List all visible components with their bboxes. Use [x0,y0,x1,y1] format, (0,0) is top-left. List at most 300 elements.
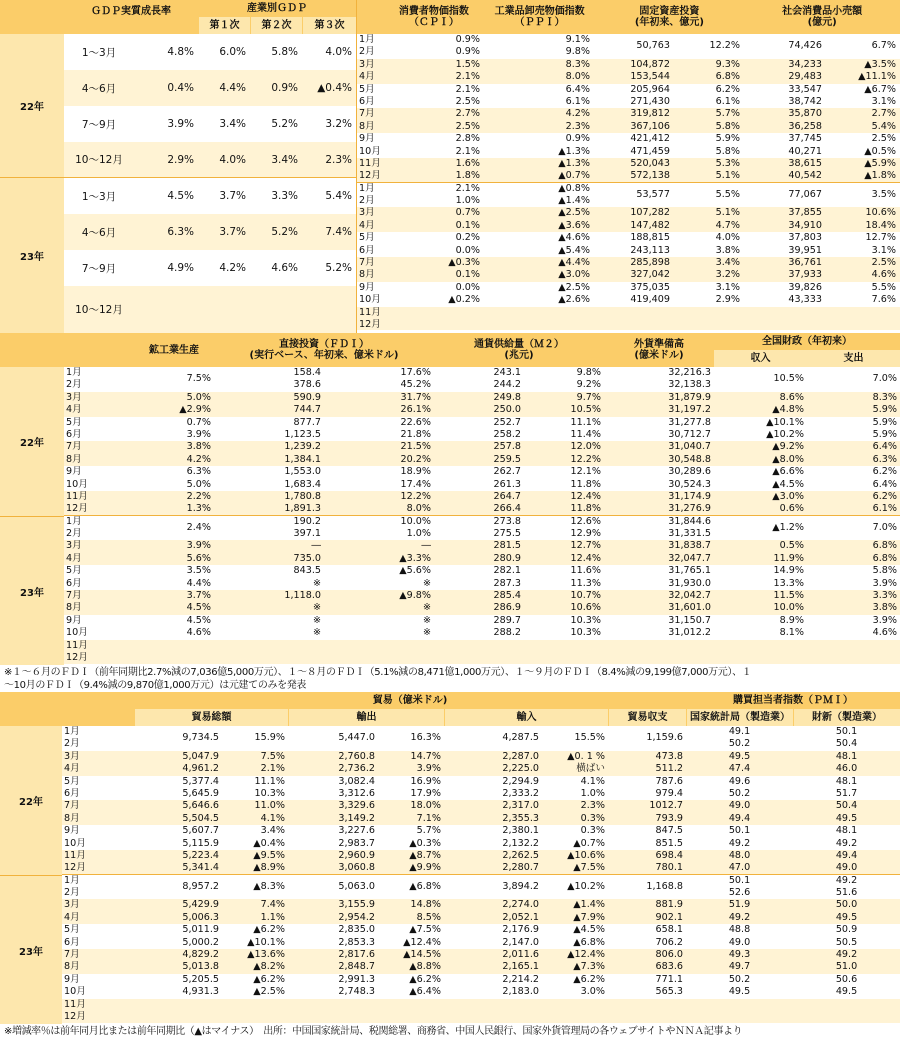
month-value: 2,835.0 [338,924,375,936]
month-value: 5,377.4 [182,775,219,787]
m2-header [434,333,604,367]
month-value: ▲6.2% [253,973,285,985]
month-value: 10.3% [570,627,601,639]
month-row [62,838,900,850]
month-value: 49.5 [835,986,858,998]
month-label: 2月 [359,195,375,207]
month-value: 11.5% [773,590,804,602]
month-value: 2.1% [455,145,480,157]
quarter-value: 5.2% [325,262,352,274]
month-value: 31,277.8 [668,416,711,428]
month-label: 3月 [359,58,375,70]
month-value: 1.1% [260,911,285,923]
month-value: 15.9% [254,732,285,744]
month-value: 34,910 [788,219,822,231]
month-value: 10.6% [570,602,601,614]
month-value [673,319,743,330]
month-value: 0.1% [455,269,480,281]
section-trade-pmi [0,692,900,1038]
month-value: 8.5% [416,911,441,923]
month-value: 261.3 [493,478,521,490]
month-label: 4月 [359,71,375,83]
month-label: 8月 [66,453,82,465]
year-column [0,726,62,1024]
month-value: 771.1 [655,973,683,985]
month-label: 2月 [64,887,80,899]
month-value: 2,748.3 [338,986,375,998]
cpi-header-line: 消費者物価指数 [398,6,469,17]
month-value: ▲3.6% [558,219,590,231]
month-label: 6月 [359,95,375,107]
month-value: 1.5% [455,58,480,70]
month-value [686,1011,793,1023]
month-value: ▲5.6% [399,565,431,577]
month-value: 2,147.0 [502,936,539,948]
month-value: 6.4% [565,83,590,95]
month-value: 4.2% [186,453,211,465]
month-label: 10月 [359,294,381,306]
month-value: 12.7% [570,540,601,552]
industry-sub-1: 第１次 [198,17,250,34]
month-label: 6月 [64,936,80,948]
month-value: 1.0% [455,195,480,207]
month-row [64,640,900,652]
month-value: 9.8% [576,367,601,378]
cpi-header-line: （ＣＰＩ） [408,17,459,28]
month-value: 48.0 [728,849,751,861]
month-value: 4.0% [715,232,740,244]
month-value: 2,132.2 [502,837,539,849]
month-value: 38,615 [788,157,822,169]
quarter-label: 1～3月 [81,190,117,203]
month-value: ▲6.2% [409,973,441,985]
month-value: 3,155.9 [338,899,375,911]
section-gdp-prices [0,0,900,333]
month-value: 48.1 [835,750,858,762]
month-value: ▲1.4% [573,899,605,911]
month-value: 32,047.7 [668,552,711,564]
month-value: 0.9% [455,34,480,45]
month-value: 9.1% [565,34,590,45]
month-value: 5.4% [871,120,896,132]
month-value: 793.9 [655,812,683,824]
month-value: 48.1 [835,775,858,787]
month-value: 36,761 [788,257,822,269]
month-value: 1.0% [580,787,605,799]
month-value: 9.3% [715,58,740,70]
month-value: 5.6% [186,552,211,564]
month-value: 40,271 [788,145,822,157]
month-value: 6.7% [871,40,896,52]
month-value: 5.8% [872,565,897,577]
month-value: 0.1% [455,219,480,231]
month-value: 52.6 [728,887,751,899]
month-label: 2月 [64,738,80,750]
month-value: ▲0.7% [573,837,605,849]
month-value: 21.8% [400,428,431,440]
month-label: 8月 [64,812,80,824]
month-value: 8.1% [779,627,804,639]
month-value: 30,289.6 [668,466,711,478]
month-value: 6.2% [715,83,740,95]
month-value: 50.2 [728,738,751,750]
month-value: 39,951 [788,244,822,256]
month-value: 32,042.7 [668,590,711,602]
month-row [64,454,900,466]
month-label: 9月 [64,825,80,837]
month-value: 12.4% [570,490,601,502]
month-value [483,319,593,330]
month-value: 5,000.2 [182,936,219,948]
month-value: 421,412 [630,133,670,145]
month-value: ― [311,540,321,552]
month-value: 12.2% [400,490,431,502]
month-value: 3.9% [186,428,211,440]
month-value: ※ [422,614,431,626]
month-row [62,999,900,1011]
month-value: ※ [312,577,321,589]
month-value: 31,174.9 [668,490,711,502]
month-value: 7.0% [872,522,897,534]
month-label: 3月 [64,899,80,911]
month-value: 43,333 [788,294,822,306]
month-value: ▲7.5% [573,862,605,874]
month-value: 5,504.5 [182,812,219,824]
month-value: 2,176.9 [502,924,539,936]
month-value: 1.6% [455,157,480,169]
month-row [62,924,900,936]
month-label: 11月 [64,998,86,1010]
month-value: 2.8% [455,133,480,145]
month-value: 3.5% [871,189,896,201]
month-value [686,999,793,1011]
month-value: 3,082.4 [338,775,375,787]
quarter-value: 2.3% [325,153,352,166]
month-row [64,373,900,391]
month-value: 51.9 [728,899,751,911]
month-value: 4.6% [871,269,896,281]
month-value: 6.3% [186,466,211,478]
month-value: 49.0 [728,800,751,812]
month-value: 2.1% [455,182,480,194]
month-value: 9.2% [576,379,601,391]
month-value: ▲10.1% [766,416,804,428]
month-value: ▲8.9% [253,862,285,874]
month-value: 158.4 [293,367,321,378]
quarter-value: 3.2% [325,118,352,130]
month-row [64,466,900,478]
quarter-row [64,178,356,214]
month-value: ▲8.0% [772,453,804,465]
month-value: ▲5.4% [558,244,590,256]
month-label: 7月 [359,257,375,269]
month-label: 11月 [359,306,381,318]
month-value: 49.6 [728,775,751,787]
month-label: 5月 [66,416,82,428]
month-value: 4.6% [872,627,897,639]
month-value: 49.2 [728,837,751,849]
month-value: 257.8 [493,441,521,453]
month-value: 2.5% [871,133,896,145]
industry-sub-2: 第２次 [250,17,302,34]
month-value: 12.7% [865,232,896,244]
quarter-value: 3.9% [167,118,194,130]
month-value [542,999,608,1011]
month-label: 5月 [359,83,375,95]
month-value: ▲9.5% [253,849,285,861]
industrial-production-header-line: 鉱工業生産 [149,344,199,356]
month-value: 3.8% [872,602,897,614]
month-value: 2,333.2 [502,787,539,799]
month-value: 2,355.3 [502,812,539,824]
month-value: 11.8% [570,478,601,490]
month-value: 10.5% [773,373,804,385]
month-value: 17.6% [400,367,431,378]
month-value: ▲8.2% [253,961,285,973]
month-value: 8.9% [779,614,804,626]
month-value: 74,426 [788,40,822,52]
month-value: ▲2.6% [558,294,590,306]
month-value: 10.7% [570,590,601,602]
month-value: ▲9.2% [772,441,804,453]
quarter-value: 5.2% [271,226,298,238]
month-value: 37,933 [788,269,822,281]
month-value: ▲0.3% [409,837,441,849]
month-label: 7月 [66,441,82,453]
month-value: ※ [422,602,431,614]
month-row [64,578,900,590]
month-value: 3,060.8 [338,862,375,874]
month-value: 1.8% [455,170,480,182]
month-value: 40,542 [788,170,822,182]
month-value: 877.7 [293,416,321,428]
month-value [542,1011,608,1023]
source-footnote: ※増減率％は前年同月比または前年同期比（▲はマイナス） 出所：中国国家統計局、税関総署、商務省、中国人民銀行、国家外貨管理局の各ウェブサイトやＮＮＡ記事より [4,1026,743,1037]
month-row [357,71,900,83]
month-value: 0.2% [455,232,480,244]
pmi-title: 購買担当者指数（ＰＭＩ） [733,695,853,706]
month-value: ▲9.9% [409,862,441,874]
month-value: 2,380.1 [502,825,539,837]
month-value: 31,601.0 [668,602,711,614]
fiscal-sub-row [714,350,900,367]
month-value: 843.5 [293,565,321,577]
month-value: 287.3 [493,577,521,589]
month-value [434,640,524,652]
month-value: ▲1.8% [864,170,896,182]
month-value [743,307,825,319]
month-row [62,776,900,788]
month-value: 7.5% [186,373,211,385]
month-value: 1,384.1 [284,453,321,465]
month-label: 1月 [66,367,82,378]
month-value: 35,870 [788,108,822,120]
month-label: 9月 [64,973,80,985]
month-value [483,307,593,319]
quarter-row [64,34,356,70]
year-label: 23年 [20,587,44,599]
month-value: 10.0% [400,515,431,527]
month-row [357,307,900,319]
month-value: 0.7% [186,416,211,428]
month-row [357,245,900,257]
month-value: ▲4.5% [573,924,605,936]
month-label: 12月 [66,651,88,663]
quarter-label: 7～9月 [81,262,117,275]
month-value: 12.9% [570,528,601,540]
month-value: ▲0. 1 % [567,750,605,762]
month-value: ▲0.5% [864,145,896,157]
month-label: 9月 [66,466,82,478]
month-value: 5,645.9 [182,787,219,799]
month-value [714,640,807,652]
month-row [62,800,900,812]
month-row [62,732,900,750]
month-row [62,825,900,837]
month-value: 6.3% [872,453,897,465]
month-value: 49.5 [835,911,858,923]
month-label: 2月 [359,46,375,58]
month-value: 2,287.0 [502,750,539,762]
trade-sub-total: 貿易総額 [134,709,288,726]
month-row [357,232,900,244]
month-value: 2.3% [580,800,605,812]
month-value: 2,991.3 [338,973,375,985]
month-value: ▲2.5% [253,986,285,998]
month-value: 262.7 [493,466,521,478]
month-value: 3.0% [580,986,605,998]
month-value: 2,011.6 [502,949,539,961]
month-value: 49.4 [835,849,858,861]
month-value: 22.6% [400,416,431,428]
month-value [714,652,807,664]
month-value: 5.9% [872,404,897,416]
ppi-header [485,0,595,34]
month-value: 5.7% [715,108,740,120]
month-row [64,491,900,503]
month-value: 2,954.2 [338,911,375,923]
month-label: 7月 [64,949,80,961]
month-value: 50.2 [728,973,751,985]
quarter-label: 1～3月 [81,46,117,59]
year-column [0,34,64,333]
month-label: 3月 [66,540,82,552]
quarter-label: 7～9月 [81,118,117,131]
month-value: 18.9% [400,466,431,478]
month-value: ▲10.2% [766,428,804,440]
fai-header [595,0,745,34]
month-label: 6月 [66,428,82,440]
month-value: 2.1% [455,71,480,83]
month-value: 2.4% [186,522,211,534]
month-row [62,862,900,874]
month-value: 10.6% [865,207,896,219]
month-value: 31,276.9 [668,503,711,515]
month-value: 6.4% [872,478,897,490]
month-value: 683.6 [655,961,683,973]
trade-body [0,726,900,1024]
month-value: 1012.7 [649,800,683,812]
month-value: 1.3% [186,503,211,515]
month-label: 3月 [359,207,375,219]
month-value: 744.7 [293,404,321,416]
month-value: 5.9% [872,416,897,428]
month-value: 50.4 [835,800,858,812]
month-value: 285,898 [630,257,670,269]
month-label: 3月 [64,750,80,762]
retail-header-line: (億元) [807,17,837,28]
month-value: 45.2% [400,379,431,391]
trade-header-group [134,692,686,726]
pmi-header-group [686,692,900,726]
month-label: 11月 [64,849,86,861]
month-value: 4,287.5 [502,732,539,744]
month-label: 11月 [359,157,381,169]
month-value: ▲6.8% [573,936,605,948]
month-value: 5,607.7 [182,825,219,837]
month-value: 17.4% [400,478,431,490]
cpi-header [383,0,485,34]
month-value [288,1011,378,1023]
month-value [383,307,483,319]
month-value: ▲3.3% [399,552,431,564]
month-value: 2,225.0 [502,763,539,775]
month-value: 2,983.7 [338,837,375,849]
quarter-value: 4.9% [167,262,194,274]
month-value [324,652,434,664]
month-value: 275.5 [493,528,521,540]
month-value: 6.8% [872,552,897,564]
month-value: 26.1% [400,404,431,416]
price-monthly-block [356,0,900,333]
month-row [64,404,900,416]
month-value: 471,459 [630,145,670,157]
month-value: 2,853.3 [338,936,375,948]
month-value [524,640,604,652]
month-row [357,108,900,120]
price-rows [357,34,900,330]
month-value: 319,812 [630,108,670,120]
month-value: ▲9.8% [399,590,431,602]
month-value: 271,430 [630,95,670,107]
month-value: 15.5% [574,732,605,744]
month-value: 3.9% [416,763,441,775]
industry-header [0,333,900,367]
month-value: 4.1% [580,775,605,787]
pmi-sub-1: 国家統計局（製造業） [686,709,793,726]
month-value: 32,138.3 [668,379,711,391]
quarter-rows [64,34,356,333]
year-column [0,367,64,665]
month-value: 2.2% [186,490,211,502]
fai-header-line: (年初来、億元) [634,17,704,28]
month-value: 2.5% [871,257,896,269]
month-value: 881.9 [655,899,683,911]
retail-header [744,0,900,34]
quarter-value: 4.4% [219,82,246,94]
month-row [64,522,900,540]
month-value: 0.0% [455,244,480,256]
month-value: 2,165.1 [502,961,539,973]
month-label: 8月 [66,602,82,614]
fdi-note [0,665,900,692]
month-value: 2,848.7 [338,961,375,973]
month-row [357,257,900,269]
month-value: ▲10.6% [567,849,605,861]
month-value: 49.7 [728,961,751,973]
quarter-value: 5.8% [271,46,298,58]
month-value: 12.2% [570,453,601,465]
